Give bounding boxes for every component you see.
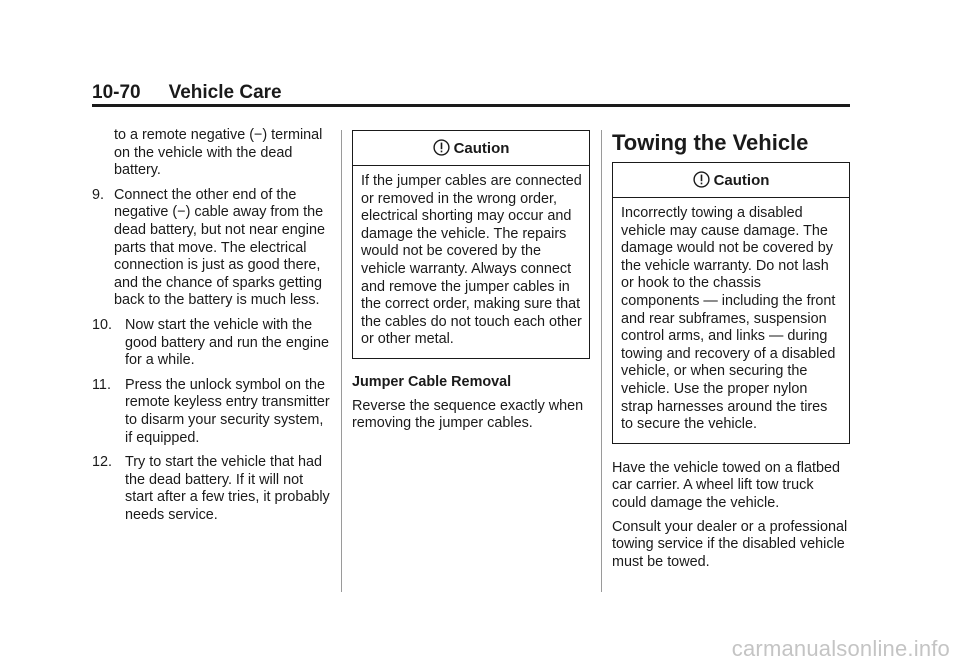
caution-label: Caution: [713, 172, 770, 189]
caution-text: Incorrectly towing a disabled vehicle may cause damage. The damage would not be covered by the vehicle warranty. Do not lash or hook to the chassis components — including the front and rear subframes, suspension control arms, and links — during towing and recovery of a disabled vehicle, or when securing the vehicle. Use the proper nylon strap harnesses around the tires to secure the vehicle.: [621, 205, 836, 433]
step-9: [92, 187, 332, 310]
section-title: Vehicle Care: [168, 82, 282, 103]
step-12: [92, 454, 332, 524]
caution-heading: [613, 163, 849, 189]
warning-icon: [433, 139, 450, 156]
paragraph-consult-dealer: Consult your dealer or a professional towing service if the disabled vehicle must be towed.: [612, 518, 848, 570]
caution-heading: [353, 131, 589, 157]
page-header: [92, 82, 282, 104]
caution-label: Caution: [453, 140, 510, 157]
column-1: [92, 127, 332, 531]
paragraph-flatbed: Have the vehicle towed on a flatbed car carrier. A wheel lift tow truck could damage the vehicle.: [612, 459, 841, 511]
watermark: carmanualsonline.info: [731, 636, 950, 661]
warning-icon: [693, 171, 710, 188]
subheading-jumper-removal: Jumper Cable Removal: [352, 373, 512, 390]
column-divider-1: [341, 130, 342, 592]
column-divider-2: [601, 130, 602, 592]
step-text: Press the unlock symbol on the remote keyless entry transmitter to disarm your security system, if equipped.: [125, 376, 330, 446]
caution-box-jumper: [352, 130, 590, 359]
step-11: [92, 377, 332, 447]
column-2: [352, 130, 590, 433]
intro-continuation: to a remote negative (−) terminal on the vehicle with the dead battery.: [114, 127, 323, 179]
step-10: [92, 317, 332, 370]
step-text: Connect the other end of the negative (−) cable away from the dead battery, but not near engine parts that move. The electrical connection is just as good there, and the chance of sparks getting back to the battery is much less.: [114, 186, 325, 309]
section-heading-towing: Towing the Vehicle: [612, 130, 809, 155]
step-text: Try to start the vehicle that had the dead battery. If it will not start after a few tries, it probably needs service.: [125, 454, 330, 523]
page-number: 10-70: [92, 82, 141, 103]
column-3: [612, 130, 850, 571]
step-number: 12.: [92, 454, 113, 471]
step-text: Now start the vehicle with the good battery and run the engine for a while.: [125, 316, 330, 369]
caution-box-towing: [612, 162, 850, 444]
paragraph-jumper-removal: Reverse the sequence exactly when removing the jumper cables.: [352, 397, 584, 432]
header-rule: [92, 104, 850, 107]
step-number: 10.: [92, 316, 113, 333]
step-number: 11.: [92, 376, 111, 393]
caution-text: If the jumper cables are connected or removed in the wrong order, electrical shorting may occur and damage the vehicle. The repairs would not be covered by the vehicle warranty. Always connect and remove the jumper cables in the correct order, making sure that the cables do not touch each other or other metal.: [361, 173, 582, 348]
step-number: 9.: [92, 186, 105, 203]
